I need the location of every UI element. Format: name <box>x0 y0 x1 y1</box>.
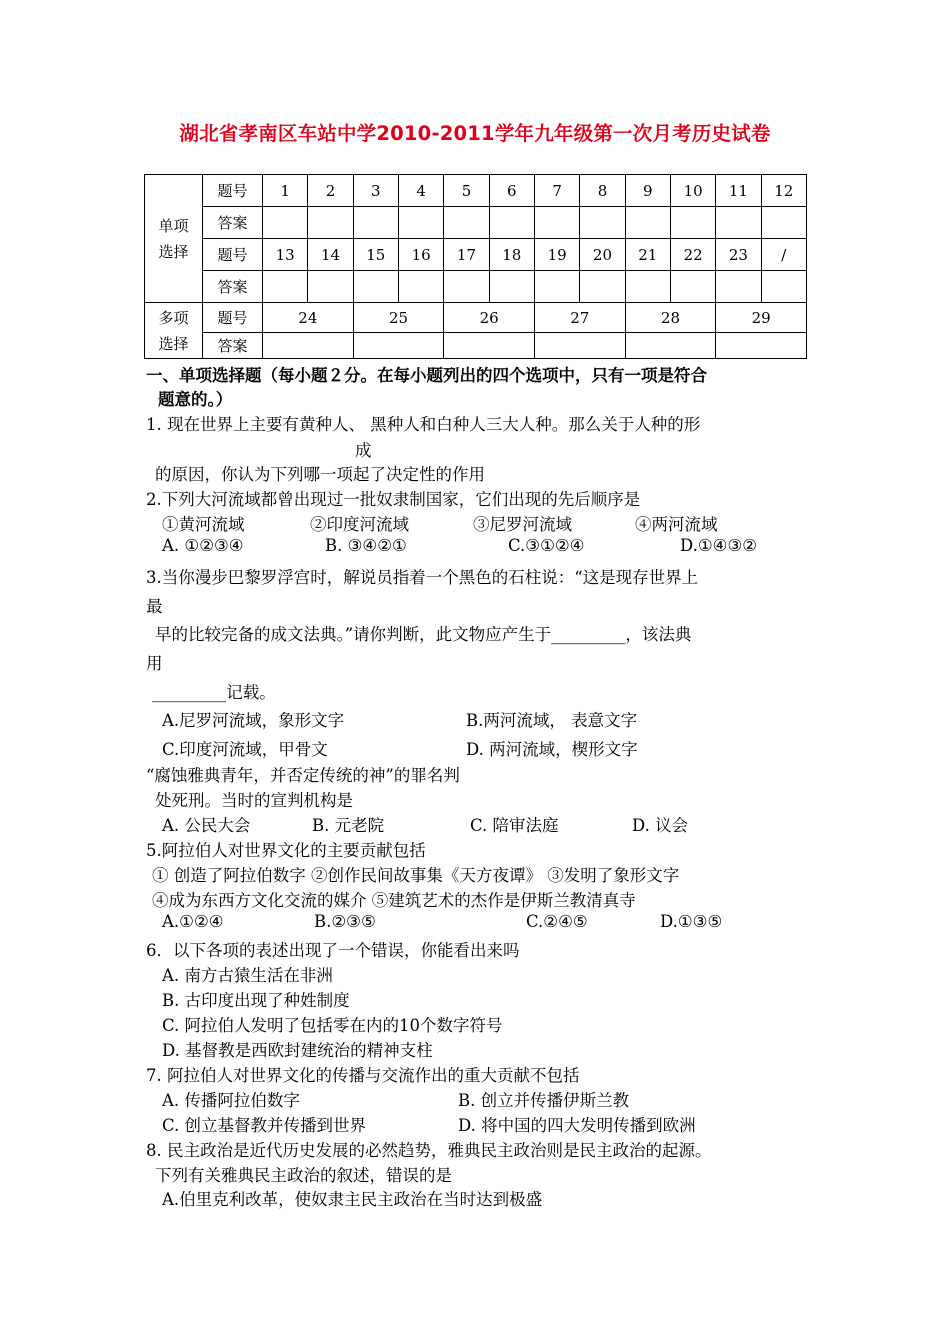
answer-cell[interactable] <box>761 207 806 239</box>
answer-cell[interactable] <box>353 271 398 303</box>
q3-stem-wrap2: 用 <box>146 654 163 673</box>
question-number: 12 <box>761 175 806 207</box>
q8-stem-line2: 下列有关雅典民主政治的叙述，错误的是 <box>155 1166 452 1185</box>
q4-option-a: A. 公民大会 <box>162 816 251 835</box>
question-number: 20 <box>580 239 625 271</box>
q2-option-c: C.③①②④ <box>508 536 585 555</box>
question-number: 23 <box>716 239 761 271</box>
answer-cell[interactable] <box>670 207 715 239</box>
question-number: 25 <box>353 303 444 333</box>
answer-cell[interactable] <box>625 271 670 303</box>
question-number: 4 <box>398 175 443 207</box>
answer-cell[interactable] <box>580 271 625 303</box>
question-number: 10 <box>670 175 715 207</box>
question-number: 8 <box>580 175 625 207</box>
q3-stem-wrap: 最 <box>146 597 163 616</box>
question-number: 5 <box>444 175 489 207</box>
q2-option-b: B. ③④②① <box>325 536 407 555</box>
question-number: 17 <box>444 239 489 271</box>
answer-cell[interactable] <box>625 333 716 359</box>
q4-stem: “腐蚀雅典青年，并否定传统的神”的罪名判 <box>146 766 460 785</box>
q4-stem-line2: 处死刑。当时的宣判机构是 <box>155 791 353 810</box>
exam-title: 湖北省孝南区车站中学2010-2011学年九年级第一次月考历史试卷 <box>179 122 771 145</box>
q2-item: ②印度河流域 <box>310 515 409 534</box>
answer-cell[interactable] <box>398 271 443 303</box>
answer-cell[interactable] <box>534 207 579 239</box>
q2-item: ①黄河流域 <box>162 515 245 534</box>
question-number: / <box>761 239 806 271</box>
question-number: 3 <box>353 175 398 207</box>
q6-stem: 6．以下各项的表述出现了一个错误，你能看出来吗 <box>146 941 520 960</box>
question-number: 18 <box>489 239 534 271</box>
answer-cell[interactable] <box>398 207 443 239</box>
question-number: 16 <box>398 239 443 271</box>
answer-cell[interactable] <box>534 271 579 303</box>
q4-option-c: C. 陪审法庭 <box>470 816 559 835</box>
question-number: 19 <box>534 239 579 271</box>
answer-cell[interactable] <box>263 333 354 359</box>
question-number: 26 <box>444 303 535 333</box>
answer-cell[interactable] <box>308 207 353 239</box>
answer-cell[interactable] <box>625 207 670 239</box>
q3-option-d: D. 两河流域，楔形文字 <box>466 740 638 759</box>
q3-option-c: C.印度河流域，甲骨文 <box>162 740 328 759</box>
answer-cell[interactable] <box>580 207 625 239</box>
q5-items: ④成为东西方文化交流的媒介 ⑤建筑艺术的杰作是伊斯兰教清真寺 <box>152 891 636 910</box>
question-number: 11 <box>716 175 761 207</box>
q2-item: ③尼罗河流域 <box>473 515 572 534</box>
q6-option-c: C. 阿拉伯人发明了包括零在内的10个数字符号 <box>162 1016 503 1035</box>
row-label: 题号 <box>203 303 263 333</box>
q3-option-a: A.尼罗河流域，象形文字 <box>162 711 345 730</box>
q2-stem: 2.下列大河流域都曾出现过一批奴隶制国家，它们出现的先后顺序是 <box>146 490 641 509</box>
q6-option-d: D. 基督教是西欧封建统治的精神支柱 <box>162 1041 433 1060</box>
q5-option-d: D.①③⑤ <box>660 912 723 931</box>
q7-option-d: D. 将中国的四大发明传播到欧洲 <box>458 1116 696 1135</box>
q5-option-b: B.②③⑤ <box>314 912 376 931</box>
row-label: 答案 <box>203 333 263 359</box>
answer-cell[interactable] <box>716 333 807 359</box>
question-number: 21 <box>625 239 670 271</box>
q5-option-c: C.②④⑤ <box>526 912 588 931</box>
single-choice-label: 单项 选择 <box>145 175 203 303</box>
answer-cell[interactable] <box>444 333 535 359</box>
q8-stem: 8. 民主政治是近代历史发展的必然趋势，雅典民主政治则是民主政治的起源。 <box>146 1141 712 1160</box>
question-number: 27 <box>534 303 625 333</box>
answer-sheet-table <box>144 174 807 359</box>
question-number: 13 <box>263 239 308 271</box>
q5-items: ① 创造了阿拉伯数字 ②创作民间故事集《天方夜谭》 ③发明了象形文字 <box>152 866 680 885</box>
question-number: 9 <box>625 175 670 207</box>
q2-option-d: D.①④③② <box>680 536 758 555</box>
q3-option-b: B.两河流域， 表意文字 <box>466 711 638 730</box>
q2-item: ④两河流域 <box>635 515 718 534</box>
answer-cell[interactable] <box>489 271 534 303</box>
q1-stem: 1. 现在世界上主要有黄种人、 黑种人和白种人三大人种。那么关于人种的形 <box>146 415 701 434</box>
q2-option-a: A. ①②③④ <box>162 536 244 555</box>
question-number: 24 <box>263 303 354 333</box>
answer-cell[interactable] <box>263 207 308 239</box>
q1-stem-line2: 的原因，你认为下列哪一项起了决定性的作用 <box>155 465 485 484</box>
answer-cell[interactable] <box>263 271 308 303</box>
question-number: 29 <box>716 303 807 333</box>
q3-stem: 3.当你漫步巴黎罗浮宫时，解说员指着一个黑色的石柱说：“这是现存世界上 <box>146 568 699 587</box>
answer-cell[interactable] <box>489 207 534 239</box>
question-number: 14 <box>308 239 353 271</box>
row-label: 题号 <box>203 175 263 207</box>
answer-cell[interactable] <box>308 271 353 303</box>
question-number: 22 <box>670 239 715 271</box>
q7-option-c: C. 创立基督教并传播到世界 <box>162 1116 367 1135</box>
q6-option-a: A. 南方古猿生活在非洲 <box>162 966 333 985</box>
section-heading: 一、单项选择题（每小题２分。在每小题列出的四个选项中，只有一项是符合 <box>146 366 707 385</box>
question-number: 6 <box>489 175 534 207</box>
answer-cell[interactable] <box>353 333 444 359</box>
answer-cell[interactable] <box>444 207 489 239</box>
answer-cell[interactable] <box>353 207 398 239</box>
question-number: 2 <box>308 175 353 207</box>
answer-cell[interactable] <box>761 271 806 303</box>
q5-option-a: A.①②④ <box>162 912 224 931</box>
question-number: 1 <box>263 175 308 207</box>
question-number: 7 <box>534 175 579 207</box>
q1-stem-wrap: 成 <box>355 441 372 460</box>
q7-stem: 7. 阿拉伯人对世界文化的传播与交流作出的重大贡献不包括 <box>146 1066 580 1085</box>
q3-stem-line3: _________记载。 <box>152 683 276 702</box>
row-label: 答案 <box>203 207 263 239</box>
answer-cell[interactable] <box>444 271 489 303</box>
answer-cell[interactable] <box>716 271 761 303</box>
q7-option-b: B. 创立并传播伊斯兰教 <box>458 1091 630 1110</box>
row-label: 题号 <box>203 239 263 271</box>
question-number: 28 <box>625 303 716 333</box>
q6-option-b: B. 古印度出现了种姓制度 <box>162 991 350 1010</box>
q8-option-a: A.伯里克利改革，使奴隶主民主政治在当时达到极盛 <box>162 1190 543 1209</box>
question-number: 15 <box>353 239 398 271</box>
q3-stem-line2: 早的比较完备的成文法典。”请你判断，此文物应产生于_________，该法典 <box>155 625 692 644</box>
section-heading-cont: 题意的。） <box>158 390 233 409</box>
answer-cell[interactable] <box>670 271 715 303</box>
q4-option-d: D. 议会 <box>632 816 689 835</box>
q5-stem: 5.阿拉伯人对世界文化的主要贡献包括 <box>146 841 426 860</box>
answer-cell[interactable] <box>534 333 625 359</box>
row-label: 答案 <box>203 271 263 303</box>
q4-option-b: B. 元老院 <box>312 816 385 835</box>
q7-option-a: A. 传播阿拉伯数字 <box>162 1091 300 1110</box>
multi-choice-label: 多项 选择 <box>145 303 203 359</box>
answer-cell[interactable] <box>716 207 761 239</box>
